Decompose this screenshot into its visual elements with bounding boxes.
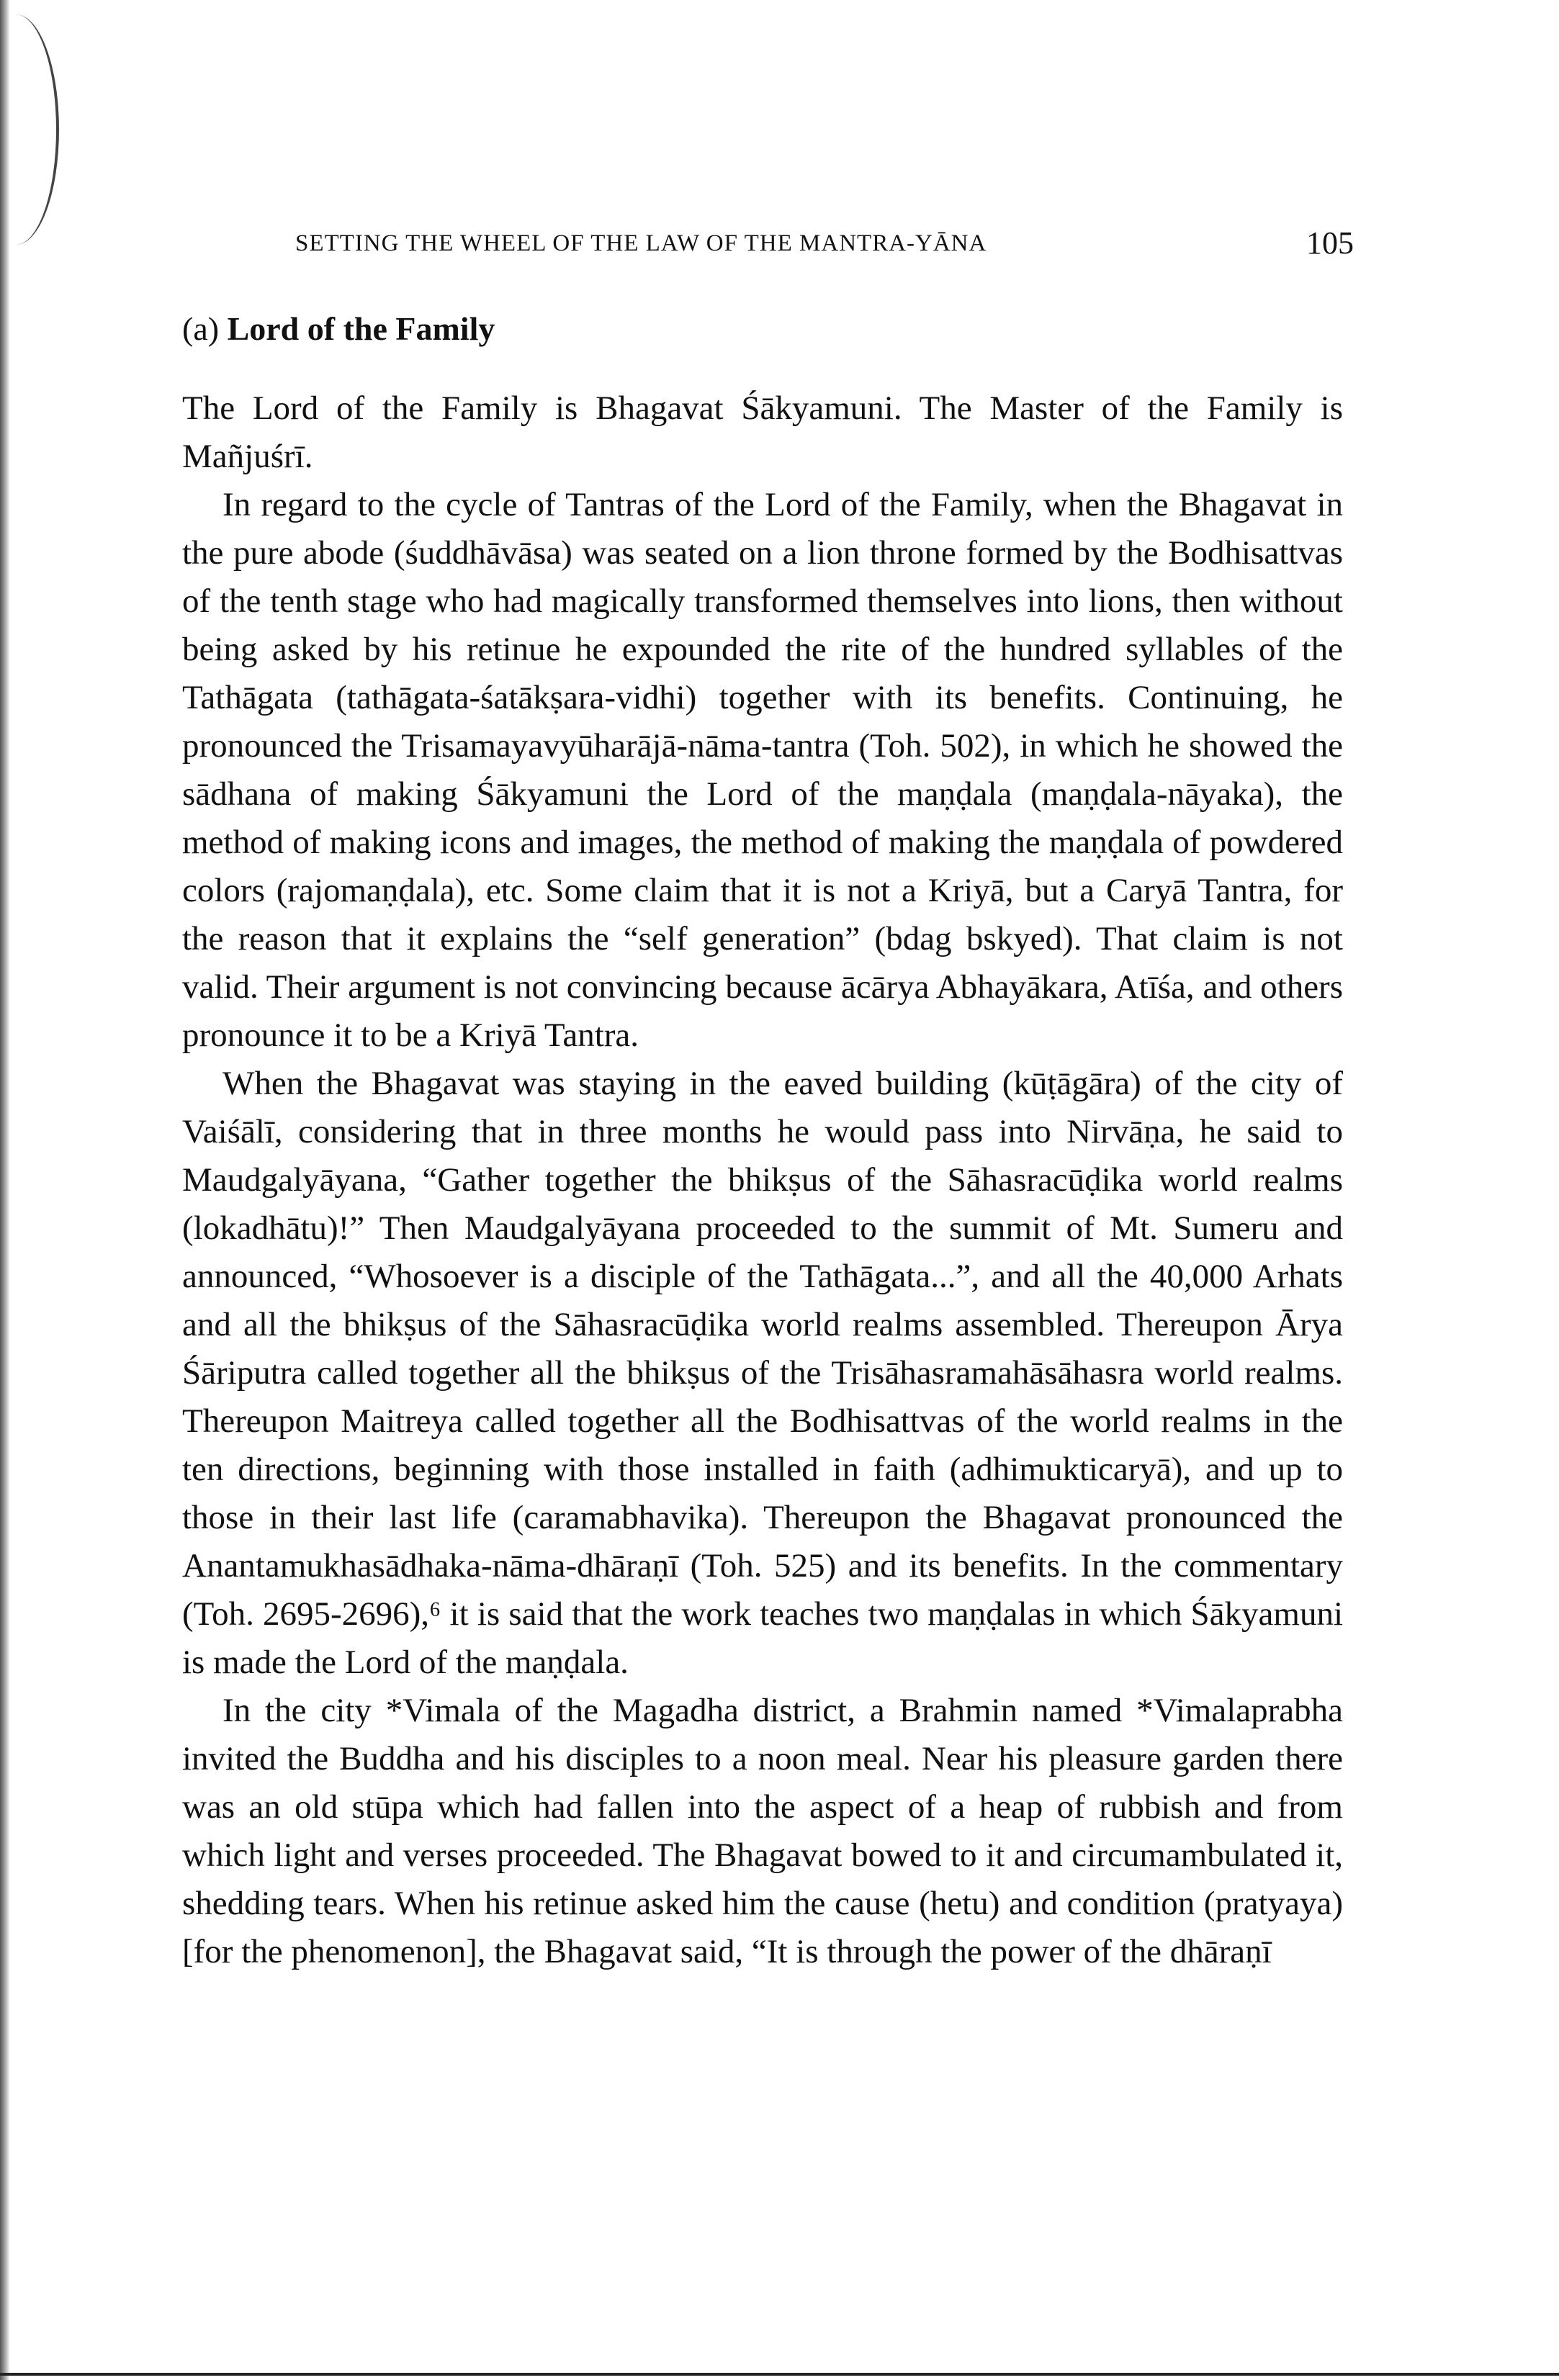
section-heading (182, 310, 495, 348)
section-title: Lord of the Family (227, 310, 495, 347)
scan-edge-shadow (0, 0, 10, 2380)
page-header (295, 225, 1354, 268)
paragraph-3: When the Bhagavat was staying in the eaved building (kūṭāgāra) of the city of Vaiśālī, considering that in three months he would pass into Nirvāṇa, he said to Maudgalyāyana, “Gather together the bhikṣus of the Sāhasracūḍika world realms (lokadhātu)!” Then Maudgalyāyana proceeded to the summit of Mt. Sumeru and announced, “Whosoever is a disciple of the Tathāgata...”, and all the 40,000 Arhats and all the bhikṣus of the Sāhasracūḍika world realms assembled. Thereupon Ārya Śāriputra called together all the bhikṣus of the Trisāhasramahāsāhasra world realms. Thereupon Maitreya called together all the Bodhisattvas of the world realms in the ten directions, beginning with those installed in faith (adhimukticaryā), and up to those in their last life (caramabhavika). Thereupon the Bhagavat pronounced the Anantamukhasādhaka-nāma-dhāraṇī (Toh. 525) and its benefits. In the commentary (Toh. 2695-2696),⁶ it is said that the work teaches two maṇḍalas in which Śākyamuni is made the Lord of the maṇḍala. (182, 1065, 1343, 1681)
scan-binding-curve (13, 14, 59, 245)
section-label: (a) (182, 310, 220, 347)
body-text (182, 384, 1343, 1976)
running-head: SETTING THE WHEEL OF THE LAW OF THE MANTRA-YĀNA (295, 230, 987, 256)
paragraph-1: The Lord of the Family is Bhagavat Śākyamuni. The Master of the Family is Mañjuśrī. (182, 389, 1343, 475)
scan-bottom-edge (0, 2373, 1559, 2376)
paragraph-2: In regard to the cycle of Tantras of the Lord of the Family, when the Bhagavat in the pure abode (śuddhāvāsa) was seated on a lion throne formed by the Bodhisattvas of the tenth stage who had magically transformed themselves into lions, then without being asked by his retinue he expounded the rite of the hundred syllables of the Tathāgata (tathāgata-śatākṣara-vidhi) together with its benefits. Continuing, he pronounced the Trisamayavyūharājā-nāma-tantra (Toh. 502), in which he showed the sādhana of making Śākyamuni the Lord of the maṇḍala (maṇḍala-nāyaka), the method of making icons and images, the method of making the maṇḍala of powdered colors (rajomaṇḍala), etc. Some claim that it is not a Kriyā, but a Caryā Tantra, for the reason that it explains the “self generation” (bdag bskyed). That claim is not valid. Their argument is not convincing because ācārya Abhayākara, Atīśa, and others pronounce it to be a Kriyā Tantra. (182, 486, 1343, 1054)
page-number: 105 (1306, 225, 1354, 261)
paragraph-4: In the city *Vimala of the Magadha district, a Brahmin named *Vimalaprabha invited the Buddha and his disciples to a noon meal. Near his pleasure garden there was an old stūpa which had fallen into the aspect of a heap of rubbish and from which light and verses proceeded. The Bhagavat bowed to it and circumambulated it, shedding tears. When his retinue asked him the cause (hetu) and condition (pratyaya) [for the phenomenon], the Bhagavat said, “It is through the power of the dhāraṇī (182, 1692, 1343, 1970)
